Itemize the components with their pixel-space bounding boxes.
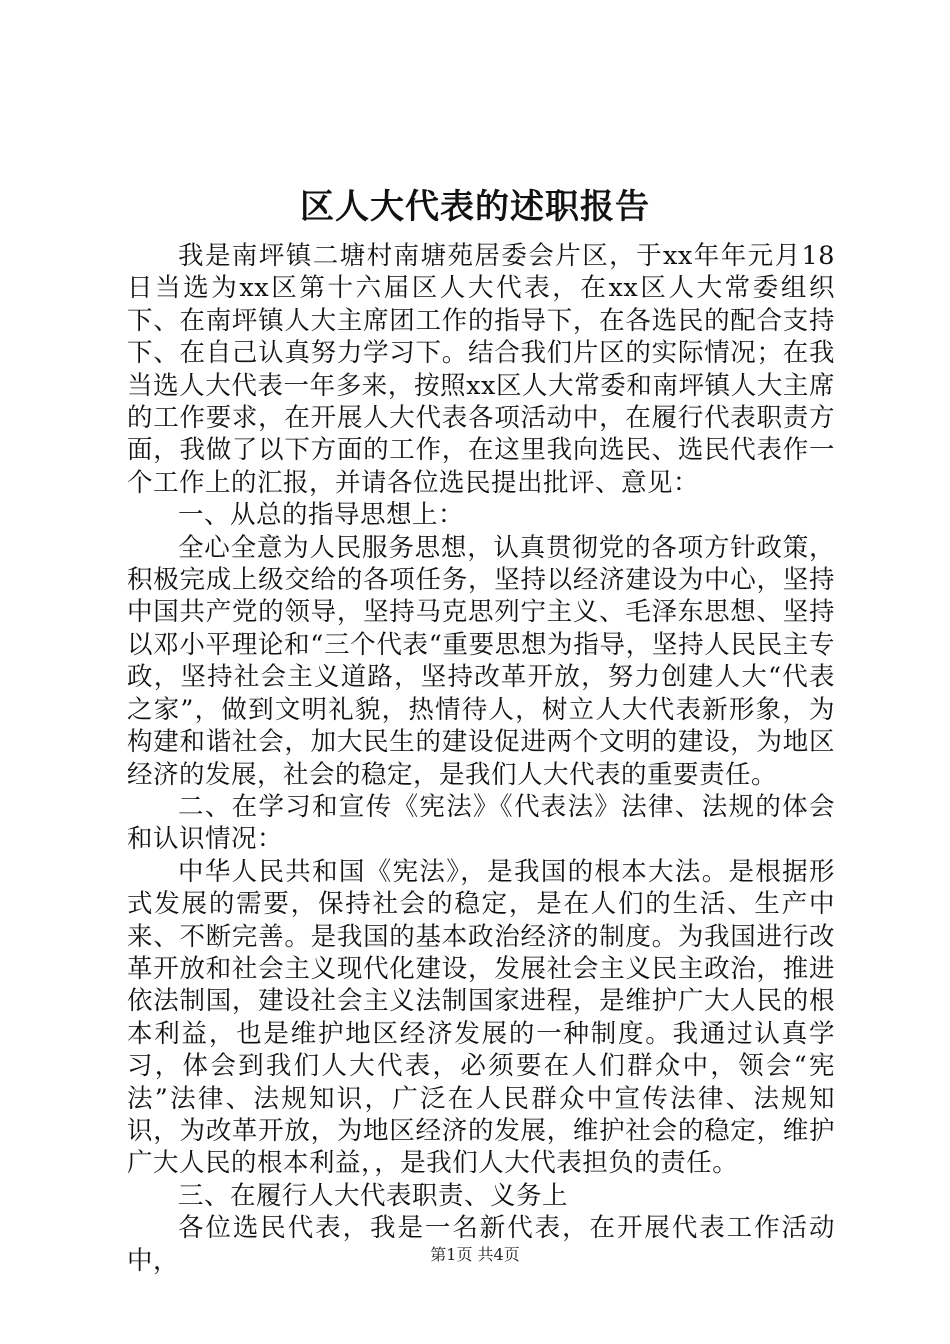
document-body bbox=[127, 240, 835, 1277]
section-3-paragraph: 各位选民代表，我是一名新代表，在开展代表工作活动中， bbox=[127, 1213, 835, 1276]
section-heading-2: 二、在学习和宣传《宪法》《代表法》法律、法规的体会和认识情况： bbox=[127, 791, 835, 855]
section-2-paragraph: 中华人民共和国《宪法》，是我国的根本大法。是根据形式发展的需要，保持社会的稳定，是在人们的生活、生产中来、不断完善。是我国的基本政治经济的制度。为我国进行改革开放和社会主义现代化建设，发展社会主义民主政治，推进依法制国，建设社会主义法制国家进程，是维护广大人民的根本利益，也是维护地区经济发展的一种制度。我通过认真学习，体会到我们人大代表，必须要在人们群众中，领会“宪法”法律、法规知识，广泛在人民群众中宣传法律、法规知识，为改革开放，为地区经济的发展，维护社会的稳定，维护广大人民的根本利益，，是我们人大代表担负的责任。 bbox=[127, 856, 835, 1179]
section-heading-3: 三、在履行人大代表职责、义务上 bbox=[178, 1180, 569, 1211]
intro-paragraph: 我是南坪镇二塘村南塘苑居委会片区，于xx年年元月18日当选为xx区第十六届区人大代表，在xx区人大常委组织下、在南坪镇人大主席团工作的指导下，在各选民的配合支持下、在自己认真努力学习下。结合我们片区的实际情况；在我当选人大代表一年多来，按照xx区人大常委和南坪镇人大主席的工作要求，在开展人大代表各项活动中，在履行代表职责方面，我做了以下方面的工作，在这里我向选民、选民代表作一个工作上的汇报，并请各位选民提出批评、意见： bbox=[127, 241, 835, 498]
section-heading-1: 一、从总的指导思想上： bbox=[178, 500, 465, 531]
page-number-footer: 第1页 共4页 bbox=[430, 1245, 520, 1264]
section-1-paragraph: 全心全意为人民服务思想，认真贯彻党的各项方针政策，积极完成上级交给的各项任务，坚持以经济建设为中心，坚持中国共产党的领导，坚持马克思列宁主义、毛泽东思想、坚持以邓小平理论和“三个代表“重要思想为指导，坚持人民民主专政，坚持社会主义道路，坚持改革开放，努力创建人大“代表之家”，做到文明礼貌，热情待人，树立人大代表新形象，为构建和谐社会，加大民生的建设促进两个文明的建设，为地区经济的发展，社会的稳定，是我们人大代表的重要责任。 bbox=[127, 532, 835, 790]
document-title: 区人大代表的述职报告 bbox=[300, 187, 650, 227]
